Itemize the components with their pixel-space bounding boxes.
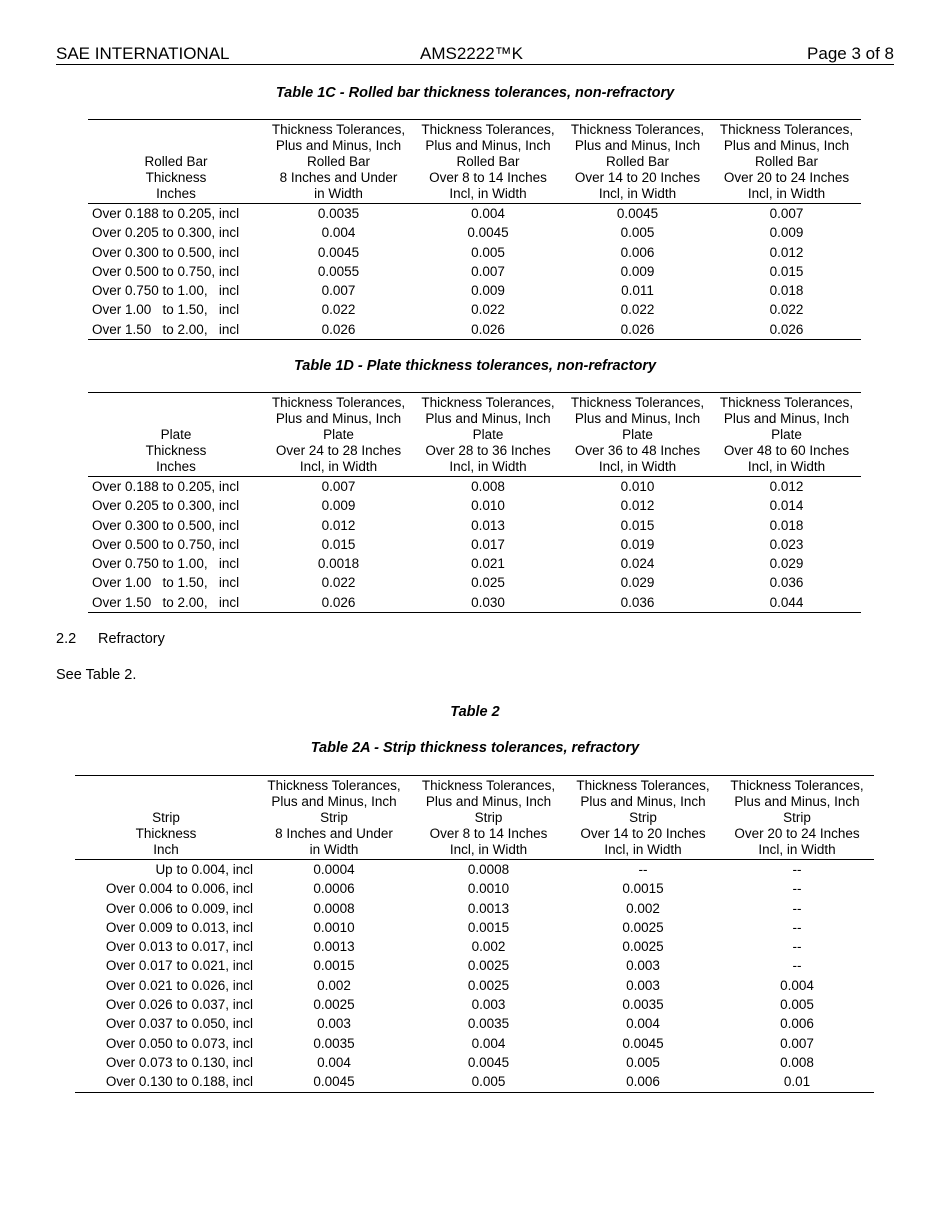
tolerance-cell: -- <box>792 939 802 955</box>
tolerance-cell: 0.009 <box>620 263 655 279</box>
tolerance-cell: 0.0008 <box>467 862 510 877</box>
header-line: Plate <box>472 427 504 442</box>
tolerance-cell: -- <box>792 862 802 877</box>
row-label-cell: Over 0.017 to 0.021, incl <box>105 958 253 974</box>
header-line: Inches <box>156 186 196 201</box>
section-heading <box>56 630 165 648</box>
header-line: Plus and Minus, Inch <box>734 794 860 809</box>
header-line: Plus and Minus, Inch <box>275 138 402 153</box>
tolerance-cell: 0.025 <box>471 575 505 591</box>
table-1d <box>88 392 861 613</box>
tolerance-cell: 0.0025 <box>622 919 664 935</box>
table-row <box>75 995 874 1014</box>
header-line: Plate <box>622 427 653 442</box>
tolerance-cell: 0.030 <box>471 594 505 610</box>
header-line: Over 8 to 14 Inches <box>429 826 548 841</box>
tolerance-cell: 0.003 <box>471 997 506 1013</box>
tolerance-cell: 0.005 <box>471 244 505 260</box>
section-title: Refractory <box>98 631 165 647</box>
tolerance-cell: 0.021 <box>471 556 505 572</box>
table-row <box>75 937 874 956</box>
header-line: Incl, in Width <box>758 842 836 857</box>
header-line: Incl, in Width <box>299 459 378 474</box>
tolerance-cell: 0.004 <box>321 225 356 241</box>
row-label-cell: Over 0.300 to 0.500, incl <box>92 244 240 260</box>
tolerance-cell: 0.006 <box>780 1016 814 1032</box>
tolerance-cell: 0.004 <box>780 977 814 993</box>
header-doc-number: AMS2222™K <box>420 44 523 63</box>
header-line: Thickness Tolerances, <box>421 395 555 410</box>
header-line: in Width <box>314 186 363 201</box>
tolerance-cell: 0.012 <box>321 517 356 533</box>
header-line: Over 8 to 14 Inches <box>429 170 547 185</box>
tolerance-cell: 0.0018 <box>317 556 360 572</box>
tolerance-cell: 0.0045 <box>622 1035 664 1051</box>
header-line: Incl, in Width <box>449 186 527 201</box>
header-line: 8 Inches and Under <box>275 826 393 841</box>
tolerance-cell: 0.023 <box>769 536 804 552</box>
tolerance-cell: 0.007 <box>321 283 356 299</box>
header-line: Over 28 to 36 Inches <box>425 443 551 458</box>
row-label-cell: Over 0.021 to 0.026, incl <box>105 977 253 993</box>
header-line: in Width <box>309 842 359 857</box>
tolerance-cell: 0.0013 <box>313 939 355 955</box>
row-label-cell: Over 0.500 to 0.750, incl <box>92 536 240 552</box>
header-line: Rolled Bar <box>306 154 371 169</box>
tolerance-cell: 0.015 <box>769 263 804 279</box>
header-line: Incl, in Width <box>449 459 527 474</box>
tolerance-cell: 0.007 <box>769 206 804 221</box>
tolerance-cell: 0.010 <box>620 479 655 494</box>
column-header <box>712 393 861 477</box>
header-line: Plus and Minus, Inch <box>425 794 552 809</box>
header-line: Thickness Tolerances, <box>271 395 406 410</box>
header-line: Plus and Minus, Inch <box>425 411 551 426</box>
tolerance-cell: 0.0035 <box>317 206 360 221</box>
header-line: Incl, in Width <box>604 842 682 857</box>
tolerance-cell: 0.0004 <box>313 862 355 877</box>
tolerance-cell: 0.004 <box>471 206 505 221</box>
row-label-cell: Over 0.205 to 0.300, incl <box>92 225 240 241</box>
tolerance-cell: -- <box>792 881 802 897</box>
row-label-cell: Over 0.026 to 0.037, incl <box>105 997 253 1013</box>
table-row <box>75 1053 874 1072</box>
header-line: Plate <box>771 427 802 442</box>
header-line: Rolled Bar <box>754 154 819 169</box>
column-header <box>264 393 413 477</box>
table-row <box>88 573 861 592</box>
header-line: Incl, in Width <box>747 186 826 201</box>
table-row <box>75 918 874 937</box>
table-row <box>88 516 861 535</box>
header-line: Plate <box>323 427 354 442</box>
table-row <box>75 899 874 918</box>
table-row <box>88 262 861 281</box>
column-header <box>563 120 712 204</box>
table-row <box>75 956 874 975</box>
tolerance-cell: 0.026 <box>769 321 804 337</box>
row-label-cell: Over 1.50 to 2.00, incl <box>92 321 240 337</box>
header-line: Plus and Minus, Inch <box>574 411 701 426</box>
tolerance-cell: 0.009 <box>471 283 505 299</box>
table-row <box>88 535 861 554</box>
tolerance-cell: 0.007 <box>471 263 505 279</box>
column-header <box>413 120 563 204</box>
tolerance-cell: 0.011 <box>621 283 654 299</box>
tolerance-cell: 0.003 <box>317 1016 351 1032</box>
column-header <box>563 393 712 477</box>
row-label-cell: Over 1.50 to 2.00, incl <box>92 594 240 610</box>
header-line: Over 14 to 20 Inches <box>574 170 701 185</box>
table-row <box>88 223 861 242</box>
header-line: Over 24 to 28 Inches <box>275 443 402 458</box>
table-1c-caption: Table 1C - Rolled bar thickness tolerances, non-refractory <box>275 85 675 101</box>
row-label-cell: Over 0.750 to 1.00, incl <box>92 556 240 572</box>
page-header <box>56 44 894 65</box>
row-label-cell: Over 0.500 to 0.750, incl <box>92 263 240 279</box>
header-line: Plate <box>160 427 192 442</box>
header-line: Thickness Tolerances, <box>421 778 556 793</box>
table-2a-caption: Table 2A - Strip thickness tolerances, refractory <box>310 740 640 756</box>
column-header <box>566 776 720 860</box>
tolerance-cell: 0.009 <box>769 225 804 241</box>
row-label-cell: Up to 0.004, incl <box>155 862 253 877</box>
header-line: Rolled Bar <box>456 154 520 169</box>
header-line: Strip <box>152 810 180 825</box>
table-row <box>88 477 861 497</box>
tolerance-cell: 0.0045 <box>467 1054 510 1070</box>
row-label-cell: Over 0.130 to 0.188, incl <box>105 1074 253 1090</box>
tolerance-cell: 0.004 <box>626 1016 660 1032</box>
tolerance-cell: 0.018 <box>769 517 804 533</box>
column-header <box>712 120 861 204</box>
tolerance-cell: 0.015 <box>620 517 655 533</box>
section-number: 2.2 <box>56 631 77 647</box>
header-line: Over 36 to 48 Inches <box>574 443 701 458</box>
tolerance-cell: 0.005 <box>471 1074 506 1090</box>
tolerance-cell: 0.005 <box>780 997 814 1013</box>
tolerance-cell: 0.010 <box>471 498 505 514</box>
row-label-cell: Over 0.188 to 0.205, incl <box>92 479 240 494</box>
header-line: Plus and Minus, Inch <box>425 138 551 153</box>
row-label-cell: Over 0.006 to 0.009, incl <box>105 900 253 916</box>
row-label-header <box>88 120 264 204</box>
column-header <box>264 120 413 204</box>
header-line: Thickness Tolerances, <box>576 778 710 793</box>
tolerance-cell: 0.026 <box>321 321 356 337</box>
row-label-cell: Over 1.00 to 1.50, incl <box>92 575 240 591</box>
table-row <box>75 860 874 880</box>
header-line: Thickness Tolerances, <box>730 778 864 793</box>
header-line: Strip <box>320 810 348 825</box>
tolerance-cell: 0.0025 <box>622 939 664 955</box>
tolerance-cell: 0.009 <box>321 498 356 514</box>
header-line: Thickness Tolerances, <box>267 778 401 793</box>
table-2a <box>75 775 874 1093</box>
tolerance-cell: 0.012 <box>769 244 804 260</box>
row-label-header <box>75 776 257 860</box>
tolerance-cell: 0.008 <box>780 1054 814 1070</box>
header-line: Inch <box>153 842 179 857</box>
header-line: Over 20 to 24 Inches <box>723 170 850 185</box>
header-line: Thickness <box>145 443 207 458</box>
tolerance-cell: 0.0045 <box>317 244 360 260</box>
tolerance-cell: 0.0045 <box>313 1074 355 1090</box>
tolerance-cell: 0.0025 <box>467 958 510 974</box>
tolerance-cell: 0.0015 <box>622 881 664 897</box>
table-row <box>75 976 874 995</box>
tolerance-cell: 0.0035 <box>622 997 664 1013</box>
tolerance-cell: 0.0010 <box>313 919 355 935</box>
tolerance-cell: -- <box>792 958 802 974</box>
header-line: Plus and Minus, Inch <box>275 411 402 426</box>
tolerance-cell: 0.0015 <box>313 958 355 974</box>
tolerance-cell: 0.007 <box>321 479 356 494</box>
tolerance-cell: 0.022 <box>769 302 804 318</box>
table-2-title: Table 2 <box>450 704 500 720</box>
header-page-number: Page 3 of 8 <box>807 44 894 63</box>
table-row <box>88 300 861 319</box>
header-line: Incl, in Width <box>598 459 677 474</box>
header-line: Thickness Tolerances, <box>271 122 406 137</box>
header-line: Strip <box>783 810 811 825</box>
tolerance-cell: 0.022 <box>471 302 505 318</box>
tolerance-cell: 0.005 <box>626 1054 660 1070</box>
tolerance-cell: 0.008 <box>471 479 505 494</box>
tolerance-cell: 0.003 <box>626 958 660 974</box>
header-line: Over 14 to 20 Inches <box>580 826 706 841</box>
tolerance-cell: 0.0010 <box>467 881 510 897</box>
header-line: Plus and Minus, Inch <box>723 411 850 426</box>
tolerance-cell: 0.007 <box>780 1035 814 1051</box>
header-line: Over 20 to 24 Inches <box>734 826 860 841</box>
column-header <box>720 776 874 860</box>
section-body-text: See Table 2. <box>56 667 137 683</box>
tolerance-cell: 0.017 <box>471 536 505 552</box>
row-label-cell: Over 0.009 to 0.013, incl <box>105 919 253 935</box>
tolerance-cell: 0.026 <box>620 321 655 337</box>
tolerance-cell: 0.022 <box>321 575 356 591</box>
header-line: Plus and Minus, Inch <box>723 138 850 153</box>
header-line: Plus and Minus, Inch <box>271 794 397 809</box>
tolerance-cell: 0.0045 <box>616 206 659 221</box>
tolerance-cell: 0.002 <box>317 977 351 993</box>
tolerance-cell: 0.0045 <box>467 225 509 241</box>
table-row <box>88 281 861 300</box>
tolerance-cell: 0.0035 <box>313 1035 355 1051</box>
row-label-cell: Over 0.750 to 1.00, incl <box>92 283 240 299</box>
table-row <box>75 1072 874 1092</box>
header-line: Thickness <box>135 826 197 841</box>
tolerance-cell: 0.002 <box>626 900 660 916</box>
tolerance-cell: 0.004 <box>317 1054 351 1070</box>
tolerance-cell: 0.0025 <box>467 977 510 993</box>
table-row <box>88 496 861 515</box>
header-line: Incl, in Width <box>598 186 677 201</box>
tolerance-cell: 0.036 <box>620 594 655 610</box>
header-line: Incl, in Width <box>747 459 826 474</box>
tolerance-cell: 0.029 <box>620 575 655 591</box>
tolerance-cell: 0.0006 <box>313 881 355 897</box>
header-line: Incl, in Width <box>449 842 528 857</box>
row-label-cell: Over 0.050 to 0.073, incl <box>105 1035 253 1051</box>
tolerance-cell: 0.012 <box>620 498 655 514</box>
header-org: SAE INTERNATIONAL <box>56 44 230 63</box>
header-line: Thickness Tolerances, <box>719 122 854 137</box>
header-line: Strip <box>474 810 503 825</box>
header-line: Thickness <box>145 170 207 185</box>
table-row <box>88 554 861 573</box>
tolerance-cell: 0.022 <box>620 302 655 318</box>
table-1d-caption: Table 1D - Plate thickness tolerances, non-refractory <box>293 358 657 374</box>
column-header <box>411 776 566 860</box>
row-label-cell: Over 0.188 to 0.205, incl <box>92 206 240 221</box>
table-row <box>75 879 874 898</box>
tolerance-cell: 0.022 <box>321 302 356 318</box>
tolerance-cell: 0.026 <box>321 594 356 610</box>
table-row <box>88 593 861 613</box>
tolerance-cell: 0.005 <box>620 225 655 241</box>
tolerance-cell: 0.036 <box>769 575 804 591</box>
tolerance-cell: 0.01 <box>783 1074 811 1090</box>
header-line: Thickness Tolerances, <box>570 122 705 137</box>
table-row <box>75 1014 874 1033</box>
table-row <box>88 204 861 224</box>
tolerance-cell: 0.015 <box>321 536 356 552</box>
table-header-row <box>88 120 861 204</box>
tolerance-cell: 0.024 <box>620 556 655 572</box>
header-line: Rolled Bar <box>605 154 670 169</box>
header-line: 8 Inches and Under <box>279 170 398 185</box>
tolerance-cell: 0.006 <box>620 244 655 260</box>
header-line: Plus and Minus, Inch <box>574 138 701 153</box>
tolerance-cell: -- <box>638 862 648 877</box>
tolerance-cell: 0.003 <box>626 977 660 993</box>
header-line: Plus and Minus, Inch <box>580 794 706 809</box>
tolerance-cell: 0.0055 <box>317 263 360 279</box>
row-label-cell: Over 1.00 to 1.50, incl <box>92 302 240 318</box>
tolerance-cell: 0.012 <box>769 479 804 494</box>
row-label-cell: Over 0.013 to 0.017, incl <box>105 939 253 955</box>
header-line: Strip <box>629 810 657 825</box>
table-row <box>88 320 861 340</box>
tolerance-cell: 0.0008 <box>313 900 355 916</box>
tolerance-cell: 0.0015 <box>467 919 510 935</box>
row-label-cell: Over 0.205 to 0.300, incl <box>92 498 240 514</box>
tolerance-cell: 0.006 <box>626 1074 660 1090</box>
row-label-header <box>88 393 264 477</box>
tolerance-cell: 0.019 <box>620 536 655 552</box>
column-header <box>413 393 563 477</box>
tolerance-cell: 0.026 <box>471 321 505 337</box>
tolerance-cell: 0.0013 <box>467 900 510 916</box>
header-line: Thickness Tolerances, <box>421 122 555 137</box>
table-header-row <box>75 776 874 860</box>
row-label-cell: Over 0.004 to 0.006, incl <box>105 881 253 897</box>
row-label-cell: Over 0.300 to 0.500, incl <box>92 517 240 533</box>
tolerance-cell: 0.013 <box>471 517 505 533</box>
row-label-cell: Over 0.037 to 0.050, incl <box>105 1016 253 1032</box>
tolerance-cell: -- <box>792 919 802 935</box>
row-label-cell: Over 0.073 to 0.130, incl <box>105 1054 253 1070</box>
tolerance-cell: 0.044 <box>769 594 804 610</box>
header-line: Thickness Tolerances, <box>570 395 705 410</box>
tolerance-cell: 0.004 <box>471 1035 506 1051</box>
header-line: Thickness Tolerances, <box>719 395 854 410</box>
tolerance-cell: -- <box>792 900 802 916</box>
table-header-row <box>88 393 861 477</box>
tolerance-cell: 0.0035 <box>467 1016 510 1032</box>
tolerance-cell: 0.014 <box>769 498 804 514</box>
table-row <box>75 1034 874 1053</box>
tolerance-cell: 0.002 <box>471 939 506 955</box>
header-line: Rolled Bar <box>144 154 208 169</box>
tolerance-cell: 0.029 <box>769 556 804 572</box>
table-1c <box>88 119 861 340</box>
header-line: Inches <box>156 459 196 474</box>
header-line: Over 48 to 60 Inches <box>723 443 850 458</box>
tolerance-cell: 0.018 <box>769 283 804 299</box>
table-row <box>88 243 861 262</box>
tolerance-cell: 0.0025 <box>313 997 355 1013</box>
column-header <box>257 776 411 860</box>
